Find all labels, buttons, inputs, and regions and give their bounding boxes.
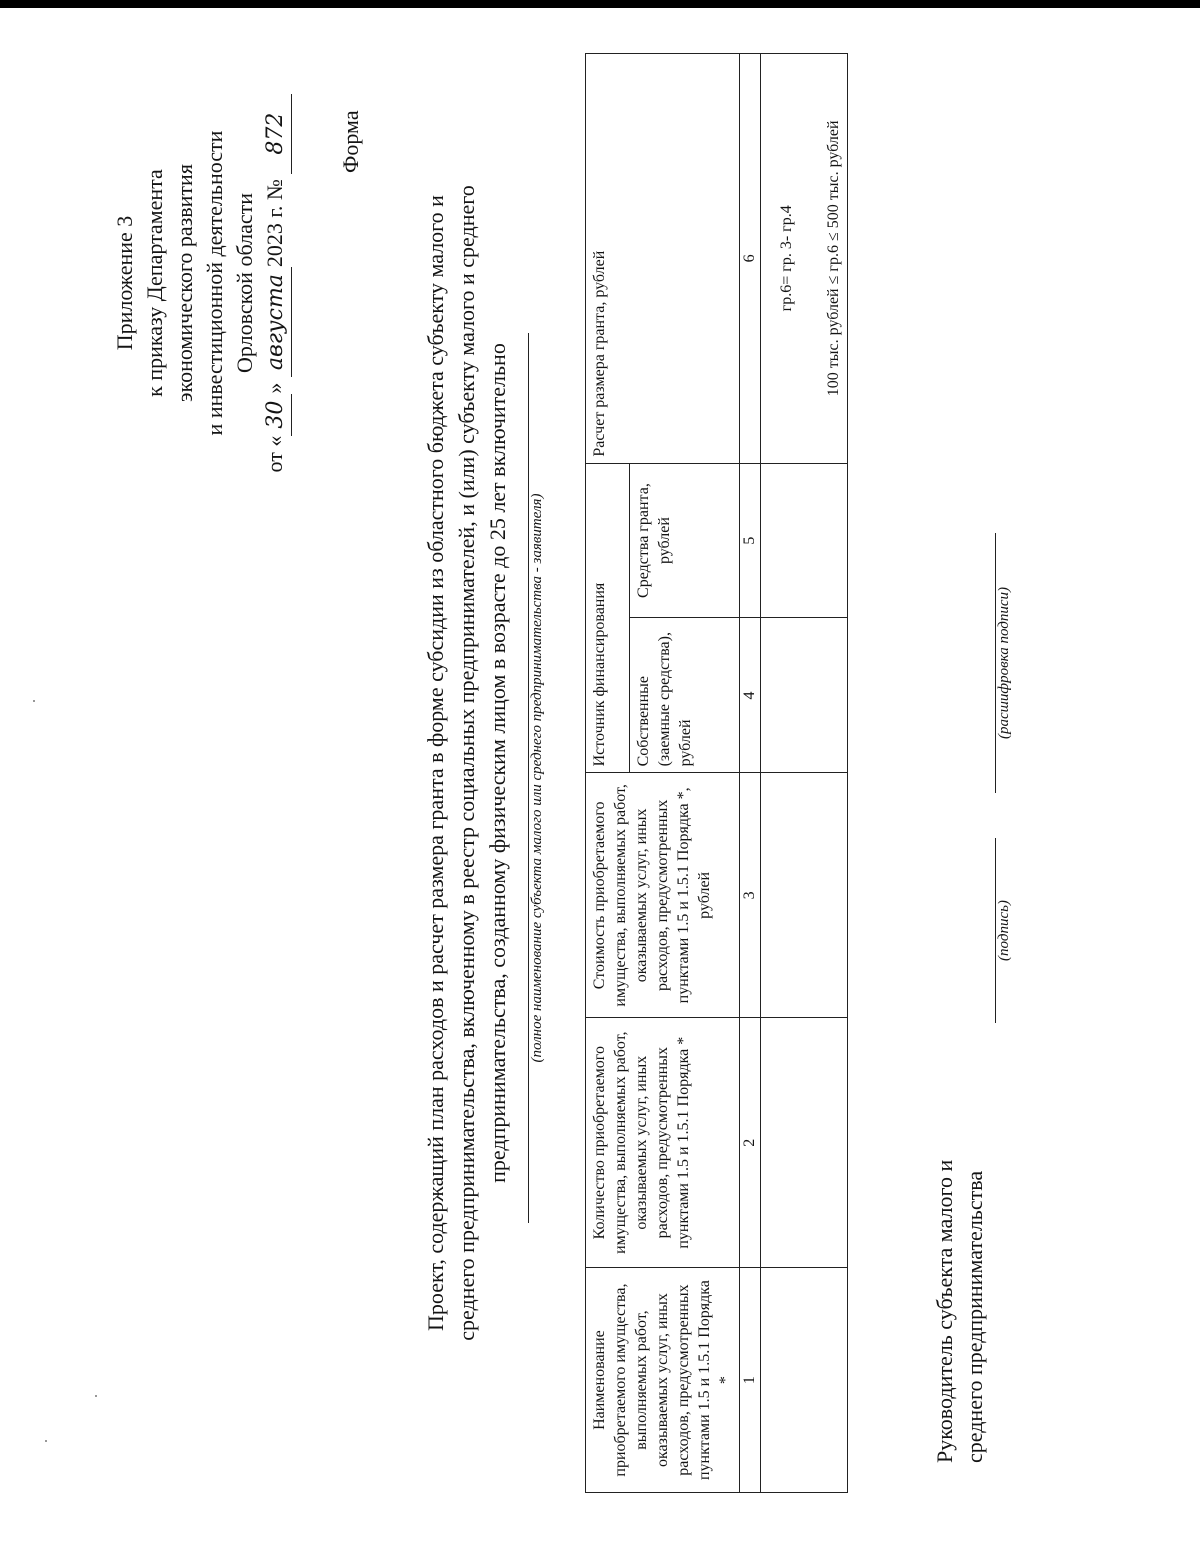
appendix-header bbox=[110, 53, 292, 513]
grant-formula-cell bbox=[761, 54, 848, 464]
appendix-line: экономического развития bbox=[172, 164, 197, 402]
column-header-grant-funds: Средства гранта, рублей bbox=[630, 463, 740, 618]
handwritten-number: 872 bbox=[261, 94, 292, 174]
signature-caption: (подпись) bbox=[996, 900, 1012, 961]
title-line: Проект, содержащий план расходов и расчет размера гранта в форме субсидии из областного бюджета субъекту малого и bbox=[423, 195, 448, 1331]
number-label: № bbox=[262, 179, 287, 201]
column-numbers-row bbox=[740, 54, 761, 1493]
column-header-cost: Стоимость приобретаемого имущества, выполняемых работ, оказываемых услуг, иных расходов, предусмотренных пунктами 1.5 и 1.5.1 Порядка *, рублей bbox=[586, 773, 740, 1018]
table-cell-empty bbox=[761, 1018, 848, 1268]
form-label: Форма bbox=[338, 110, 363, 173]
table-cell-empty bbox=[761, 773, 848, 1018]
column-header-name: Наименование приобретаемого имущества, выполняемых работ, оказываемых услуг, иных расходов, предусмотренных пунктами 1.5 и 1.5.1 Порядка * bbox=[586, 1268, 740, 1493]
handwritten-day: 30 bbox=[261, 394, 292, 436]
column-header-quantity: Количество приобретаемого имущества, выполняемых работ, оказываемых услуг, иных расходов, предусмотренных пунктами 1.5 и 1.5.1 Порядка * bbox=[586, 1018, 740, 1268]
expense-plan-table bbox=[585, 53, 848, 1493]
document-title bbox=[420, 53, 513, 1473]
column-number: 6 bbox=[740, 54, 761, 464]
table-cell-empty bbox=[761, 463, 848, 618]
appendix-line: и инвестиционной деятельности bbox=[202, 130, 227, 436]
table-cell-empty bbox=[761, 1268, 848, 1493]
column-group-financing-source: Источник финансирования bbox=[586, 463, 630, 773]
signer-line: Руководитель субъекта малого и bbox=[932, 1159, 957, 1463]
grant-limit: 100 тыс. рублей ≤ гр.6 ≤ 500 тыс. рублей bbox=[825, 120, 842, 397]
appendix-line: Орловской области bbox=[232, 193, 257, 373]
signer-line: среднего предпринимательства bbox=[962, 1170, 987, 1463]
date-year: 2023 г. bbox=[262, 205, 287, 268]
table-cell-empty bbox=[761, 618, 848, 773]
column-number: 5 bbox=[740, 463, 761, 618]
column-number: 4 bbox=[740, 618, 761, 773]
signer-title bbox=[930, 1160, 990, 1463]
signature-decode-caption: (расшифровка подписи) bbox=[996, 586, 1012, 740]
order-date-line bbox=[260, 53, 292, 513]
appendix-line: Приложение 3 bbox=[112, 215, 137, 351]
title-line: предпринимательства, созданному физическим лицом в возрасте до 25 лет включительно bbox=[485, 343, 510, 1183]
column-number: 3 bbox=[740, 773, 761, 1018]
grant-formula: гр.6= гр. 3- гр.4 bbox=[778, 205, 795, 312]
column-header-own-funds: Собственные (заемные средства), рублей bbox=[630, 618, 740, 773]
date-mid: » bbox=[262, 382, 287, 394]
column-number: 1 bbox=[740, 1268, 761, 1493]
date-prefix: от « bbox=[262, 435, 287, 473]
appendix-line: к приказу Департамента bbox=[142, 169, 167, 397]
table-row bbox=[761, 54, 848, 1493]
column-number: 2 bbox=[740, 1018, 761, 1268]
applicant-name-caption: (полное наименование субъекта малого или среднего предпринимательства - заявителя) bbox=[529, 493, 545, 1063]
handwritten-month: августа bbox=[261, 267, 292, 377]
title-line: среднего предпринимательства, включенному в реестр социальных предпринимателей, и (или) субъекту малого и среднего bbox=[454, 185, 479, 1341]
column-header-grant-calculation: Расчет размера гранта, рублей bbox=[586, 54, 740, 464]
